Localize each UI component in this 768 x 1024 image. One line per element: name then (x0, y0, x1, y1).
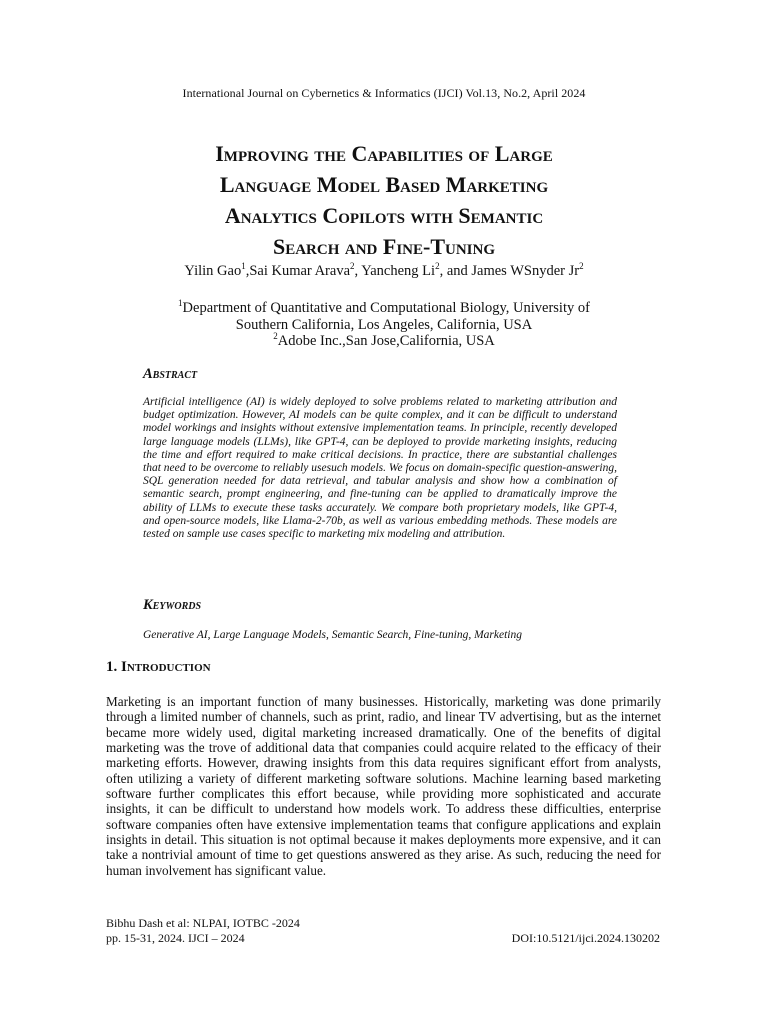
keywords-body: Generative AI, Large Language Models, Semantic Search, Fine-tuning, Marketing (143, 629, 522, 641)
keywords-heading: Keywords (143, 597, 202, 613)
footer-line: pp. 15-31, 2024. IJCI – 2024 (106, 931, 245, 945)
title-line: Analytics Copilots with Semantic (224, 203, 544, 228)
author-affil-mark: 2 (435, 261, 440, 272)
author-list (0, 263, 768, 280)
affiliation-1-cont: Southern California, Los Angeles, California, USA (235, 316, 533, 333)
author-name: , Yancheng Li (354, 263, 436, 279)
affiliation-text: Adobe Inc.,San Jose,California, USA (277, 333, 495, 349)
affil-mark: 2 (273, 331, 278, 342)
abstract-body: Artificial intelligence (AI) is widely deployed to solve problems related to marketing attribution and budget optimization. However, AI models can be quite complex, and it can be difficult to understand model workings and insights without extensive implementation teams. In principle, recently developed large language models (LLMs), like GPT-4, can be deployed to provide marketing insights, reducing the time and effort required to make critical decisions. In practice, there are substantial challenges that need to be overcome to reliably usesuch models. We focus on domain-specific question-answering, SQL generation needed for data retrieval, and tabular analysis and show how a combination of semantic search, prompt engineering, and fine-tuning can be applied to dramatically improve the ability of LLMs to execute these tasks accurately. We compare both proprietary models, like GPT-4, and open-source models, like Llama-2-70b, as well as various embedding methods. These models are tested on sample use cases specific to marketing mix modeling and attribution. (143, 396, 617, 541)
author-name: Yilin Gao (184, 263, 242, 279)
title-line: Improving the Capabilities of Large (215, 141, 553, 166)
paper-title (120, 138, 648, 262)
footer-line: Bibhu Dash et al: NLPAI, IOTBC -2024 (106, 916, 300, 930)
author-affil-mark: 2 (579, 261, 584, 272)
author-name: ,Sai Kumar Arava (245, 263, 351, 279)
affiliation-1 (120, 300, 648, 317)
title-line: Search and Fine-Tuning (272, 234, 496, 259)
affiliation-text: Department of Quantitative and Computational Biology, University of (182, 300, 590, 316)
author-affil-mark: 2 (350, 261, 355, 272)
introduction-body: Marketing is an important function of many businesses. Historically, marketing was done primarily through a limited number of channels, such as print, radio, and linear TV advertising, but as the internet became more widely used, digital marketing increased dramatically. One of the benefits of digital marketing was the trove of additional data that companies could acquire related to the efficacy of their marketing efforts. However, drawing insights from this data requires significant effort from analysts, often utilizing a variety of different marketing software solutions. Machine learning based marketing software further complicates this effort because, while providing more sophisticated and accurate insights, it can be difficult to understand how models work. To address these difficulties, enterprise software companies often have extensive implementation teams that configure applications and explain insights in detail. This situation is not optimal because it makes deployments more expensive, and it can take a nontrivial amount of time to get questions answered as they arise. As such, reducing the need for human involvement has significant value. (106, 694, 661, 878)
abstract-heading: Abstract (143, 366, 198, 382)
affiliation-2 (120, 333, 648, 350)
footer-doi: DOI:10.5121/ijci.2024.130202 (511, 931, 660, 945)
footer-citation (106, 916, 300, 946)
introduction-heading: 1. Introduction (106, 659, 211, 675)
affil-mark: 1 (178, 298, 183, 309)
title-line: Language Model Based Marketing (219, 172, 549, 197)
author-affil-mark: 1 (241, 261, 246, 272)
author-name: , and James WSnyder Jr (439, 263, 580, 279)
running-head: International Journal on Cybernetics & Informatics (IJCI) Vol.13, No.2, April 2024 (182, 86, 586, 100)
affiliations (120, 300, 648, 350)
